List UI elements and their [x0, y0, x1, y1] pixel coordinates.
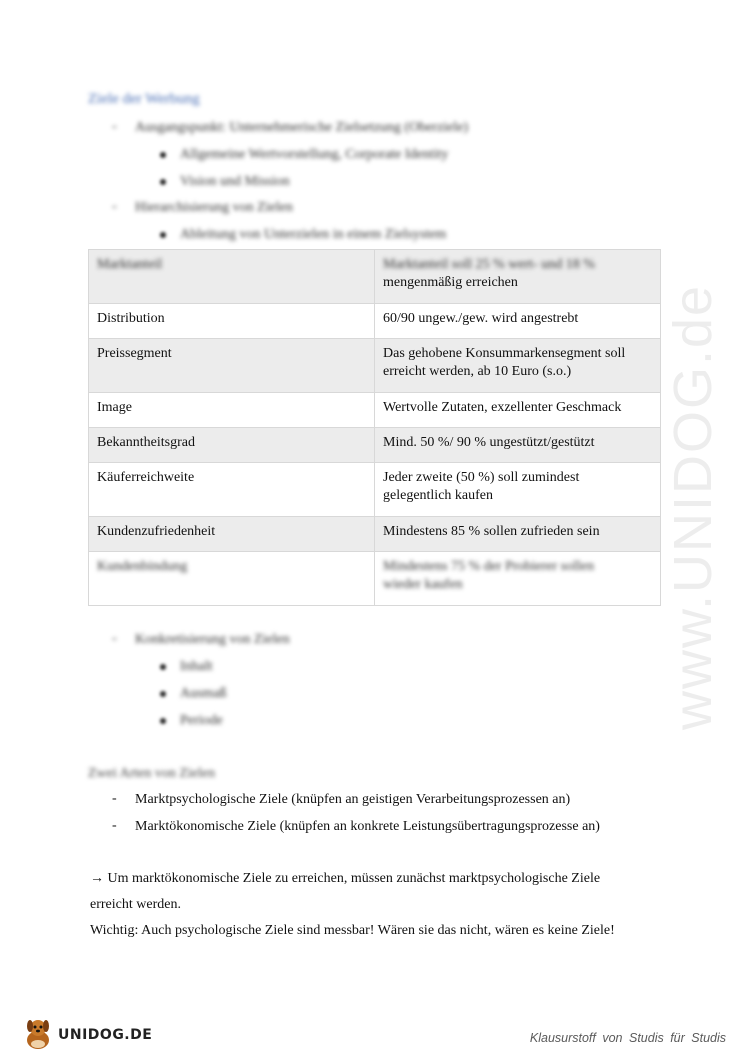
bullet-icon	[160, 232, 166, 238]
cell-label: Bekanntheitsgrad	[97, 435, 195, 450]
cell-label: Image	[97, 400, 132, 415]
arrow-paragraph	[90, 870, 600, 888]
note-paragraph: Wichtig: Auch psychologische Ziele sind messbar! Wären sie das nicht, wären es keine Ziele!	[90, 923, 615, 938]
cell-value: gelegentlich kaufen	[383, 488, 494, 503]
table-row	[89, 463, 661, 517]
list-subitem: Ableitung von Unterzielen in einem Zielsystem	[180, 227, 447, 242]
dog-mascot-icon	[20, 1014, 60, 1054]
bullet-icon	[160, 152, 166, 158]
cell-value: Jeder zweite (50 %) soll zumindest	[383, 470, 580, 485]
cell-label: Marktanteil	[97, 257, 163, 272]
cell-label: Kundenbindung	[97, 559, 188, 574]
arrow-right-icon: →	[90, 871, 104, 886]
cell-value: Wertvolle Zutaten, exzellenter Geschmack	[383, 400, 622, 415]
cell-label: Preissegment	[97, 346, 172, 361]
bullet-icon	[160, 691, 166, 697]
cell-value: mengenmäßig erreichen	[383, 275, 518, 290]
bullet-icon	[160, 179, 166, 185]
cell-value: wieder kaufen	[383, 577, 463, 592]
arrow-text: Um marktökonomische Ziele zu erreichen, müssen zunächst marktpsychologische Ziele	[107, 871, 601, 886]
table-row	[89, 393, 661, 428]
dash-marker: -	[112, 791, 117, 806]
table-row	[89, 428, 661, 463]
cell-value: erreicht werden, ab 10 Euro (s.o.)	[383, 364, 572, 379]
list-subitem: Allgemeine Wertvorstellung, Corporate Identity	[180, 147, 449, 162]
list-item: Ausgangspunkt: Unternehmerische Zielsetzung (Oberziele)	[135, 120, 469, 135]
section-title-zwei-arten: Zwei Arten von Zielen	[88, 766, 216, 781]
dash-marker: -	[112, 818, 117, 833]
list-subitem: Ausmaß	[180, 686, 227, 701]
cell-value: 60/90 ungew./gew. wird angestrebt	[383, 311, 579, 326]
table-row	[89, 339, 661, 393]
arrow-paragraph-cont: erreicht werden.	[90, 897, 181, 912]
goals-table	[88, 249, 661, 606]
cell-label: Käuferreichweite	[97, 470, 195, 485]
table-row	[89, 250, 661, 304]
list-subitem: Vision und Mission	[180, 174, 290, 189]
list-item: Marktökonomische Ziele (knüpfen an konkrete Leistungsübertragungsprozesse an)	[135, 819, 600, 834]
list-item: Konkretisierung von Zielen	[135, 632, 290, 647]
cell-value: Mind. 50 %/ 90 % ungestützt/gestützt	[383, 435, 595, 450]
bullet-icon	[160, 718, 166, 724]
bullet-icon	[160, 664, 166, 670]
footer-tagline: Klausurstoff von Studis für Studis	[529, 1031, 726, 1045]
cell-value: Das gehobene Konsummarkensegment soll	[383, 346, 626, 361]
list-item: Hierarchisierung von Zielen	[135, 200, 293, 215]
watermark: www.UNIDOG.de	[663, 283, 723, 730]
list-item: Marktpsychologische Ziele (knüpfen an geistigen Verarbeitungsprozessen an)	[135, 792, 571, 807]
section-title-ziele-der-werbung: Ziele der Werbung	[88, 91, 200, 107]
dash-marker: -	[112, 199, 117, 214]
logo-text: UNIDOG.DE	[58, 1027, 153, 1043]
list-subitem: Inhalt	[180, 659, 213, 674]
cell-value: Mindestens 85 % sollen zufrieden sein	[383, 524, 600, 539]
cell-label: Distribution	[97, 311, 165, 326]
cell-value: Marktanteil soll 25 % wert- und 18 %	[383, 257, 595, 272]
table-row	[89, 517, 661, 552]
dash-marker: -	[112, 119, 117, 134]
dash-marker: -	[112, 631, 117, 646]
unidog-logo	[20, 1014, 160, 1054]
cell-label: Kundenzufriedenheit	[97, 524, 216, 539]
cell-value: Mindestens 75 % der Probierer sollen	[383, 559, 595, 574]
table-row	[89, 552, 661, 606]
table-row	[89, 304, 661, 339]
list-subitem: Periode	[180, 713, 223, 728]
